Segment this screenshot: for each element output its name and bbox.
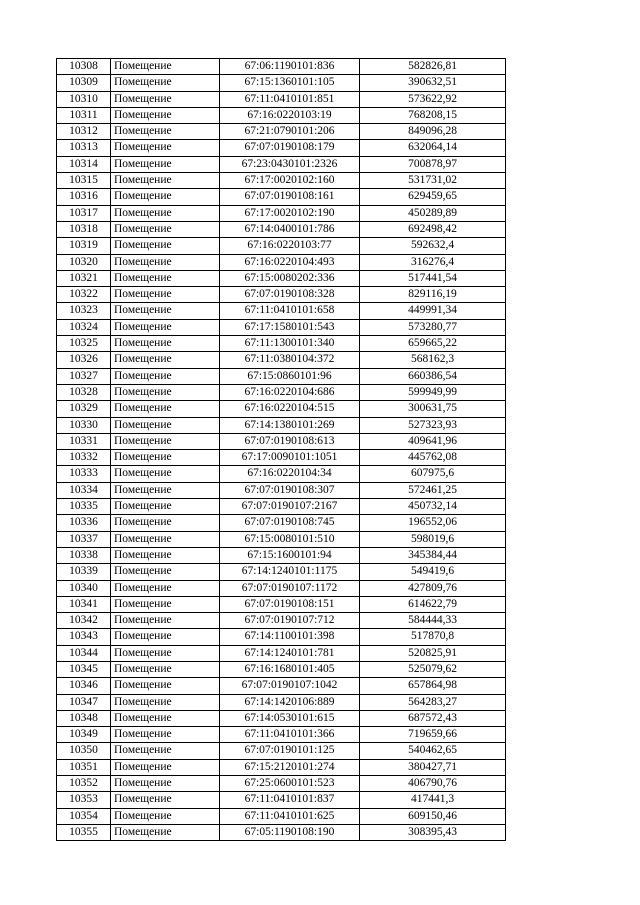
cadastral-number-cell: 67:07:0190108:745 — [220, 515, 360, 531]
cadastral-number-cell: 67:23:0430101:2326 — [220, 156, 360, 172]
object-type-cell: Помещение — [111, 124, 220, 140]
row-number-cell: 10326 — [57, 352, 111, 368]
cadastral-number-cell: 67:11:0410101:366 — [220, 727, 360, 743]
table-row — [57, 401, 506, 417]
cadastral-value-cell: 527323,93 — [360, 417, 506, 433]
row-number-cell: 10311 — [57, 107, 111, 123]
cadastral-number-cell: 67:17:0090101:1051 — [220, 450, 360, 466]
row-number-cell: 10354 — [57, 808, 111, 824]
cadastral-number-cell: 67:07:0190107:712 — [220, 613, 360, 629]
object-type-cell: Помещение — [111, 694, 220, 710]
table-row — [57, 173, 506, 189]
row-number-cell: 10328 — [57, 384, 111, 400]
row-number-cell: 10324 — [57, 319, 111, 335]
row-number-cell: 10308 — [57, 59, 111, 75]
cadastral-number-cell: 67:07:0190107:2167 — [220, 499, 360, 515]
cadastral-value-cell: 598019,6 — [360, 531, 506, 547]
cadastral-number-cell: 67:25:0600101:523 — [220, 776, 360, 792]
cadastral-value-cell: 572461,25 — [360, 482, 506, 498]
object-type-cell: Помещение — [111, 776, 220, 792]
row-number-cell: 10331 — [57, 433, 111, 449]
row-number-cell: 10327 — [57, 368, 111, 384]
row-number-cell: 10330 — [57, 417, 111, 433]
row-number-cell: 10352 — [57, 776, 111, 792]
object-type-cell: Помещение — [111, 270, 220, 286]
cadastral-number-cell: 67:11:0410101:851 — [220, 91, 360, 107]
object-type-cell: Помещение — [111, 564, 220, 580]
cadastral-value-cell: 517441,54 — [360, 270, 506, 286]
row-number-cell: 10335 — [57, 499, 111, 515]
cadastral-value-cell: 449991,34 — [360, 303, 506, 319]
cadastral-value-cell: 345384,44 — [360, 547, 506, 563]
object-type-cell: Помещение — [111, 384, 220, 400]
object-type-cell: Помещение — [111, 710, 220, 726]
table-row — [57, 384, 506, 400]
object-type-cell: Помещение — [111, 352, 220, 368]
property-table-body — [57, 59, 506, 841]
cadastral-value-cell: 300631,75 — [360, 401, 506, 417]
row-number-cell: 10323 — [57, 303, 111, 319]
row-number-cell: 10319 — [57, 238, 111, 254]
cadastral-number-cell: 67:11:0410101:837 — [220, 792, 360, 808]
row-number-cell: 10351 — [57, 759, 111, 775]
object-type-cell: Помещение — [111, 205, 220, 221]
cadastral-value-cell: 687572,43 — [360, 710, 506, 726]
row-number-cell: 10318 — [57, 221, 111, 237]
table-row — [57, 140, 506, 156]
object-type-cell: Помещение — [111, 156, 220, 172]
cadastral-value-cell: 531731,02 — [360, 173, 506, 189]
table-row — [57, 694, 506, 710]
cadastral-number-cell: 67:07:0190107:1172 — [220, 580, 360, 596]
cadastral-number-cell: 67:15:1600101:94 — [220, 547, 360, 563]
row-number-cell: 10336 — [57, 515, 111, 531]
cadastral-value-cell: 450732,14 — [360, 499, 506, 515]
object-type-cell: Помещение — [111, 59, 220, 75]
row-number-cell: 10313 — [57, 140, 111, 156]
cadastral-number-cell: 67:14:1100101:398 — [220, 629, 360, 645]
cadastral-number-cell: 67:07:0190107:1042 — [220, 678, 360, 694]
object-type-cell: Помещение — [111, 107, 220, 123]
table-row — [57, 499, 506, 515]
object-type-cell: Помещение — [111, 336, 220, 352]
table-row — [57, 270, 506, 286]
row-number-cell: 10334 — [57, 482, 111, 498]
row-number-cell: 10333 — [57, 466, 111, 482]
object-type-cell: Помещение — [111, 678, 220, 694]
cadastral-number-cell: 67:11:0410101:625 — [220, 808, 360, 824]
cadastral-value-cell: 196552,06 — [360, 515, 506, 531]
cadastral-value-cell: 692498,42 — [360, 221, 506, 237]
cadastral-number-cell: 67:06:1190101:836 — [220, 59, 360, 75]
object-type-cell: Помещение — [111, 661, 220, 677]
cadastral-number-cell: 67:15:0860101:96 — [220, 368, 360, 384]
cadastral-number-cell: 67:17:0020102:190 — [220, 205, 360, 221]
table-row — [57, 352, 506, 368]
table-row — [57, 515, 506, 531]
table-row — [57, 727, 506, 743]
table-row — [57, 156, 506, 172]
object-type-cell: Помещение — [111, 613, 220, 629]
table-row — [57, 59, 506, 75]
table-row — [57, 368, 506, 384]
row-number-cell: 10317 — [57, 205, 111, 221]
cadastral-value-cell: 390632,51 — [360, 75, 506, 91]
cadastral-number-cell: 67:16:0220104:34 — [220, 466, 360, 482]
table-row — [57, 417, 506, 433]
cadastral-number-cell: 67:17:0020102:160 — [220, 173, 360, 189]
cadastral-value-cell: 629459,65 — [360, 189, 506, 205]
cadastral-value-cell: 520825,91 — [360, 645, 506, 661]
object-type-cell: Помещение — [111, 401, 220, 417]
table-row — [57, 433, 506, 449]
object-type-cell: Помещение — [111, 254, 220, 270]
object-type-cell: Помещение — [111, 743, 220, 759]
cadastral-value-cell: 568162,3 — [360, 352, 506, 368]
row-number-cell: 10332 — [57, 450, 111, 466]
table-row — [57, 629, 506, 645]
object-type-cell: Помещение — [111, 417, 220, 433]
cadastral-value-cell: 768208,15 — [360, 107, 506, 123]
object-type-cell: Помещение — [111, 727, 220, 743]
cadastral-number-cell: 67:21:0790101:206 — [220, 124, 360, 140]
row-number-cell: 10329 — [57, 401, 111, 417]
cadastral-number-cell: 67:07:0190101:125 — [220, 743, 360, 759]
cadastral-value-cell: 573280,77 — [360, 319, 506, 335]
row-number-cell: 10342 — [57, 613, 111, 629]
cadastral-value-cell: 517870,8 — [360, 629, 506, 645]
cadastral-value-cell: 614622,79 — [360, 596, 506, 612]
cadastral-number-cell: 67:05:1190108:190 — [220, 824, 360, 840]
object-type-cell: Помещение — [111, 482, 220, 498]
cadastral-value-cell: 657864,98 — [360, 678, 506, 694]
cadastral-value-cell: 632064,14 — [360, 140, 506, 156]
row-number-cell: 10337 — [57, 531, 111, 547]
table-row — [57, 824, 506, 840]
row-number-cell: 10341 — [57, 596, 111, 612]
table-row — [57, 759, 506, 775]
object-type-cell: Помещение — [111, 499, 220, 515]
row-number-cell: 10338 — [57, 547, 111, 563]
cadastral-value-cell: 564283,27 — [360, 694, 506, 710]
row-number-cell: 10340 — [57, 580, 111, 596]
object-type-cell: Помещение — [111, 319, 220, 335]
object-type-cell: Помещение — [111, 824, 220, 840]
cadastral-value-cell: 427809,76 — [360, 580, 506, 596]
table-row — [57, 254, 506, 270]
row-number-cell: 10349 — [57, 727, 111, 743]
table-row — [57, 91, 506, 107]
cadastral-number-cell: 67:16:0220104:515 — [220, 401, 360, 417]
cadastral-value-cell: 599949,99 — [360, 384, 506, 400]
cadastral-value-cell: 582826,81 — [360, 59, 506, 75]
table-row — [57, 531, 506, 547]
object-type-cell: Помещение — [111, 466, 220, 482]
table-row — [57, 776, 506, 792]
row-number-cell: 10339 — [57, 564, 111, 580]
table-row — [57, 596, 506, 612]
cadastral-number-cell: 67:11:0380104:372 — [220, 352, 360, 368]
table-row — [57, 645, 506, 661]
object-type-cell: Помещение — [111, 287, 220, 303]
row-number-cell: 10325 — [57, 336, 111, 352]
cadastral-number-cell: 67:16:0220103:77 — [220, 238, 360, 254]
table-row — [57, 450, 506, 466]
table-row — [57, 547, 506, 563]
row-number-cell: 10348 — [57, 710, 111, 726]
cadastral-number-cell: 67:07:0190108:328 — [220, 287, 360, 303]
table-row — [57, 678, 506, 694]
object-type-cell: Помещение — [111, 238, 220, 254]
table-row — [57, 661, 506, 677]
object-type-cell: Помещение — [111, 450, 220, 466]
object-type-cell: Помещение — [111, 91, 220, 107]
object-type-cell: Помещение — [111, 531, 220, 547]
row-number-cell: 10343 — [57, 629, 111, 645]
cadastral-number-cell: 67:16:1680101:405 — [220, 661, 360, 677]
cadastral-number-cell: 67:11:1300101:340 — [220, 336, 360, 352]
cadastral-number-cell: 67:14:0400101:786 — [220, 221, 360, 237]
object-type-cell: Помещение — [111, 303, 220, 319]
object-type-cell: Помещение — [111, 808, 220, 824]
object-type-cell: Помещение — [111, 792, 220, 808]
object-type-cell: Помещение — [111, 596, 220, 612]
cadastral-number-cell: 67:14:0530101:615 — [220, 710, 360, 726]
cadastral-value-cell: 409641,96 — [360, 433, 506, 449]
row-number-cell: 10309 — [57, 75, 111, 91]
object-type-cell: Помещение — [111, 173, 220, 189]
row-number-cell: 10350 — [57, 743, 111, 759]
cadastral-number-cell: 67:11:0410101:658 — [220, 303, 360, 319]
table-row — [57, 303, 506, 319]
row-number-cell: 10321 — [57, 270, 111, 286]
cadastral-number-cell: 67:07:0190108:179 — [220, 140, 360, 156]
table-row — [57, 319, 506, 335]
object-type-cell: Помещение — [111, 645, 220, 661]
cadastral-number-cell: 67:14:1240101:1175 — [220, 564, 360, 580]
cadastral-value-cell: 525079,62 — [360, 661, 506, 677]
object-type-cell: Помещение — [111, 75, 220, 91]
row-number-cell: 10344 — [57, 645, 111, 661]
table-row — [57, 221, 506, 237]
cadastral-value-cell: 660386,54 — [360, 368, 506, 384]
cadastral-value-cell: 406790,76 — [360, 776, 506, 792]
cadastral-value-cell: 308395,43 — [360, 824, 506, 840]
table-row — [57, 287, 506, 303]
row-number-cell: 10355 — [57, 824, 111, 840]
cadastral-number-cell: 67:07:0190108:151 — [220, 596, 360, 612]
cadastral-value-cell: 719659,66 — [360, 727, 506, 743]
cadastral-number-cell: 67:15:2120101:274 — [220, 759, 360, 775]
object-type-cell: Помещение — [111, 515, 220, 531]
cadastral-number-cell: 67:16:0220103:19 — [220, 107, 360, 123]
row-number-cell: 10322 — [57, 287, 111, 303]
row-number-cell: 10353 — [57, 792, 111, 808]
table-row — [57, 238, 506, 254]
object-type-cell: Помещение — [111, 221, 220, 237]
table-row — [57, 189, 506, 205]
cadastral-value-cell: 849096,28 — [360, 124, 506, 140]
cadastral-value-cell: 445762,08 — [360, 450, 506, 466]
cadastral-number-cell: 67:15:1360101:105 — [220, 75, 360, 91]
cadastral-value-cell: 549419,6 — [360, 564, 506, 580]
object-type-cell: Помещение — [111, 433, 220, 449]
table-row — [57, 107, 506, 123]
table-row — [57, 580, 506, 596]
cadastral-number-cell: 67:14:1380101:269 — [220, 417, 360, 433]
cadastral-value-cell: 380427,71 — [360, 759, 506, 775]
row-number-cell: 10316 — [57, 189, 111, 205]
cadastral-number-cell: 67:07:0190108:613 — [220, 433, 360, 449]
cadastral-value-cell: 417441,3 — [360, 792, 506, 808]
cadastral-value-cell: 607975,6 — [360, 466, 506, 482]
cadastral-number-cell: 67:16:0220104:686 — [220, 384, 360, 400]
cadastral-value-cell: 659665,22 — [360, 336, 506, 352]
object-type-cell: Помещение — [111, 140, 220, 156]
cadastral-value-cell: 609150,46 — [360, 808, 506, 824]
cadastral-number-cell: 67:16:0220104:493 — [220, 254, 360, 270]
table-row — [57, 808, 506, 824]
row-number-cell: 10346 — [57, 678, 111, 694]
row-number-cell: 10310 — [57, 91, 111, 107]
row-number-cell: 10320 — [57, 254, 111, 270]
table-row — [57, 466, 506, 482]
table-row — [57, 336, 506, 352]
table-row — [57, 124, 506, 140]
table-row — [57, 482, 506, 498]
cadastral-value-cell: 592632,4 — [360, 238, 506, 254]
row-number-cell: 10345 — [57, 661, 111, 677]
object-type-cell: Помещение — [111, 759, 220, 775]
row-number-cell: 10347 — [57, 694, 111, 710]
cadastral-value-cell: 700878,97 — [360, 156, 506, 172]
property-table — [56, 58, 506, 841]
table-row — [57, 743, 506, 759]
row-number-cell: 10315 — [57, 173, 111, 189]
cadastral-number-cell: 67:07:0190108:161 — [220, 189, 360, 205]
cadastral-number-cell: 67:14:1420106:889 — [220, 694, 360, 710]
object-type-cell: Помещение — [111, 629, 220, 645]
table-row — [57, 205, 506, 221]
table-row — [57, 710, 506, 726]
cadastral-value-cell: 829116,19 — [360, 287, 506, 303]
cadastral-number-cell: 67:14:1240101:781 — [220, 645, 360, 661]
cadastral-value-cell: 450289,89 — [360, 205, 506, 221]
object-type-cell: Помещение — [111, 368, 220, 384]
object-type-cell: Помещение — [111, 547, 220, 563]
cadastral-value-cell: 316276,4 — [360, 254, 506, 270]
cadastral-number-cell: 67:15:0080202:336 — [220, 270, 360, 286]
table-row — [57, 75, 506, 91]
table-row — [57, 564, 506, 580]
cadastral-number-cell: 67:15:0080101:510 — [220, 531, 360, 547]
cadastral-value-cell: 573622,92 — [360, 91, 506, 107]
cadastral-number-cell: 67:07:0190108:307 — [220, 482, 360, 498]
table-row — [57, 792, 506, 808]
row-number-cell: 10312 — [57, 124, 111, 140]
table-row — [57, 613, 506, 629]
object-type-cell: Помещение — [111, 189, 220, 205]
cadastral-value-cell: 584444,33 — [360, 613, 506, 629]
cadastral-number-cell: 67:17:1580101:543 — [220, 319, 360, 335]
cadastral-value-cell: 540462,65 — [360, 743, 506, 759]
row-number-cell: 10314 — [57, 156, 111, 172]
object-type-cell: Помещение — [111, 580, 220, 596]
